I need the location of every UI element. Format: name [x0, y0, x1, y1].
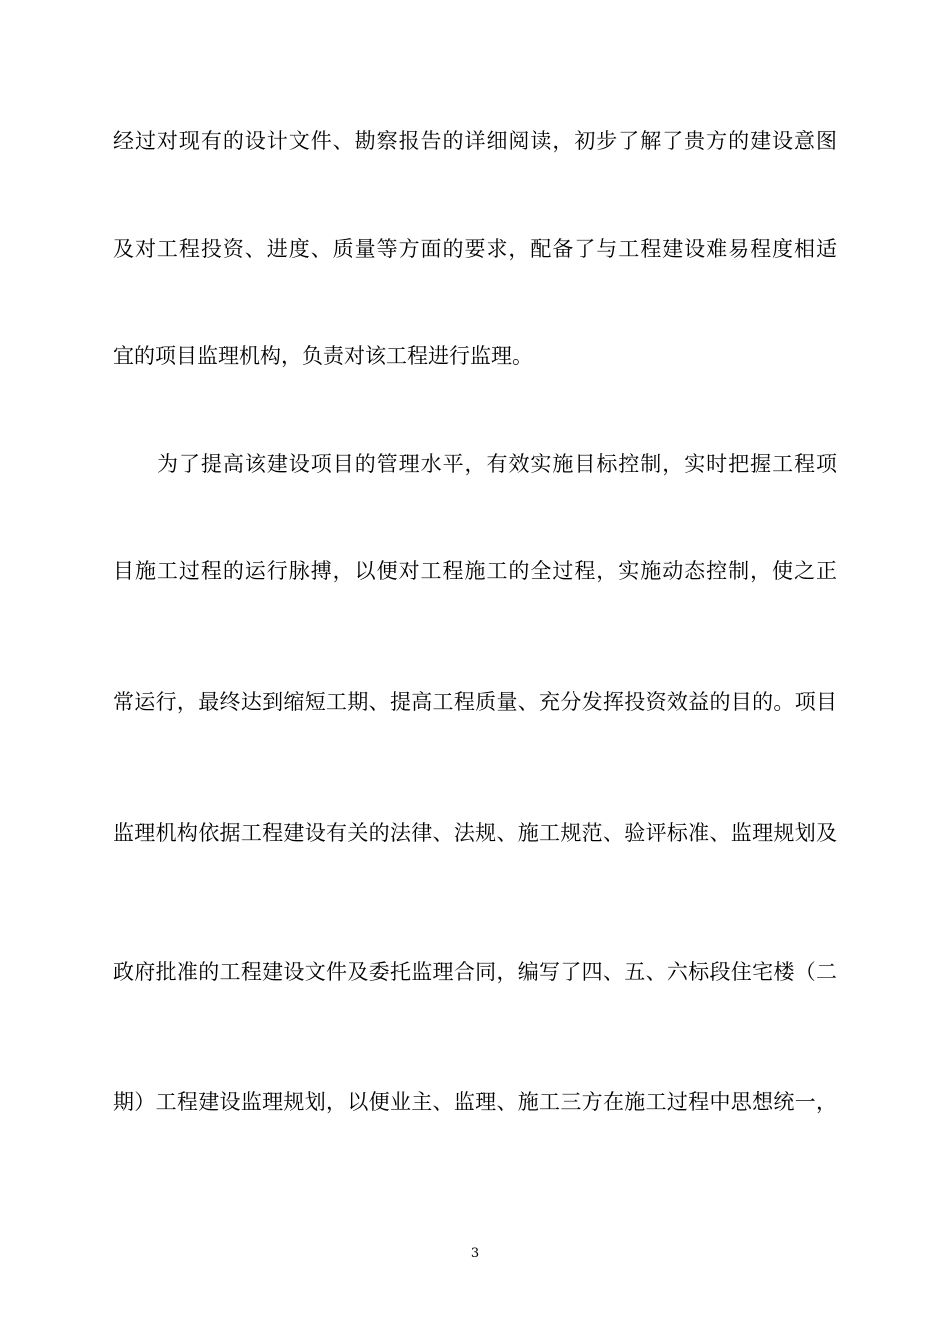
paragraph-line: 目施工过程的运行脉搏，以便对工程施工的全过程，实施动态控制，使之正: [113, 559, 837, 583]
paragraph-line: 宜的项目监理机构，负责对该工程进行监理。: [113, 344, 533, 368]
page-number: 3: [470, 1246, 480, 1261]
paragraph-line: 期）工程建设监理规划，以便业主、监理、施工三方在施工过程中思想统一，: [113, 1090, 837, 1114]
paragraph-line: 监理机构依据工程建设有关的法律、法规、施工规范、验评标准、监理规划及: [113, 821, 837, 845]
paragraph-line: 政府批准的工程建设文件及委托监理合同，编写了四、五、六标段住宅楼（二: [113, 960, 837, 984]
paragraph-line: 常运行，最终达到缩短工期、提高工程质量、充分发挥投资效益的目的。项目: [113, 690, 837, 714]
paragraph-line: 及对工程投资、进度、质量等方面的要求，配备了与工程建设难易程度相适: [113, 237, 837, 261]
paragraph-line: 为了提高该建设项目的管理水平，有效实施目标控制，实时把握工程项: [157, 452, 837, 476]
paragraph-line: 经过对现有的设计文件、勘察报告的详细阅读，初步了解了贵方的建设意图: [113, 129, 837, 153]
